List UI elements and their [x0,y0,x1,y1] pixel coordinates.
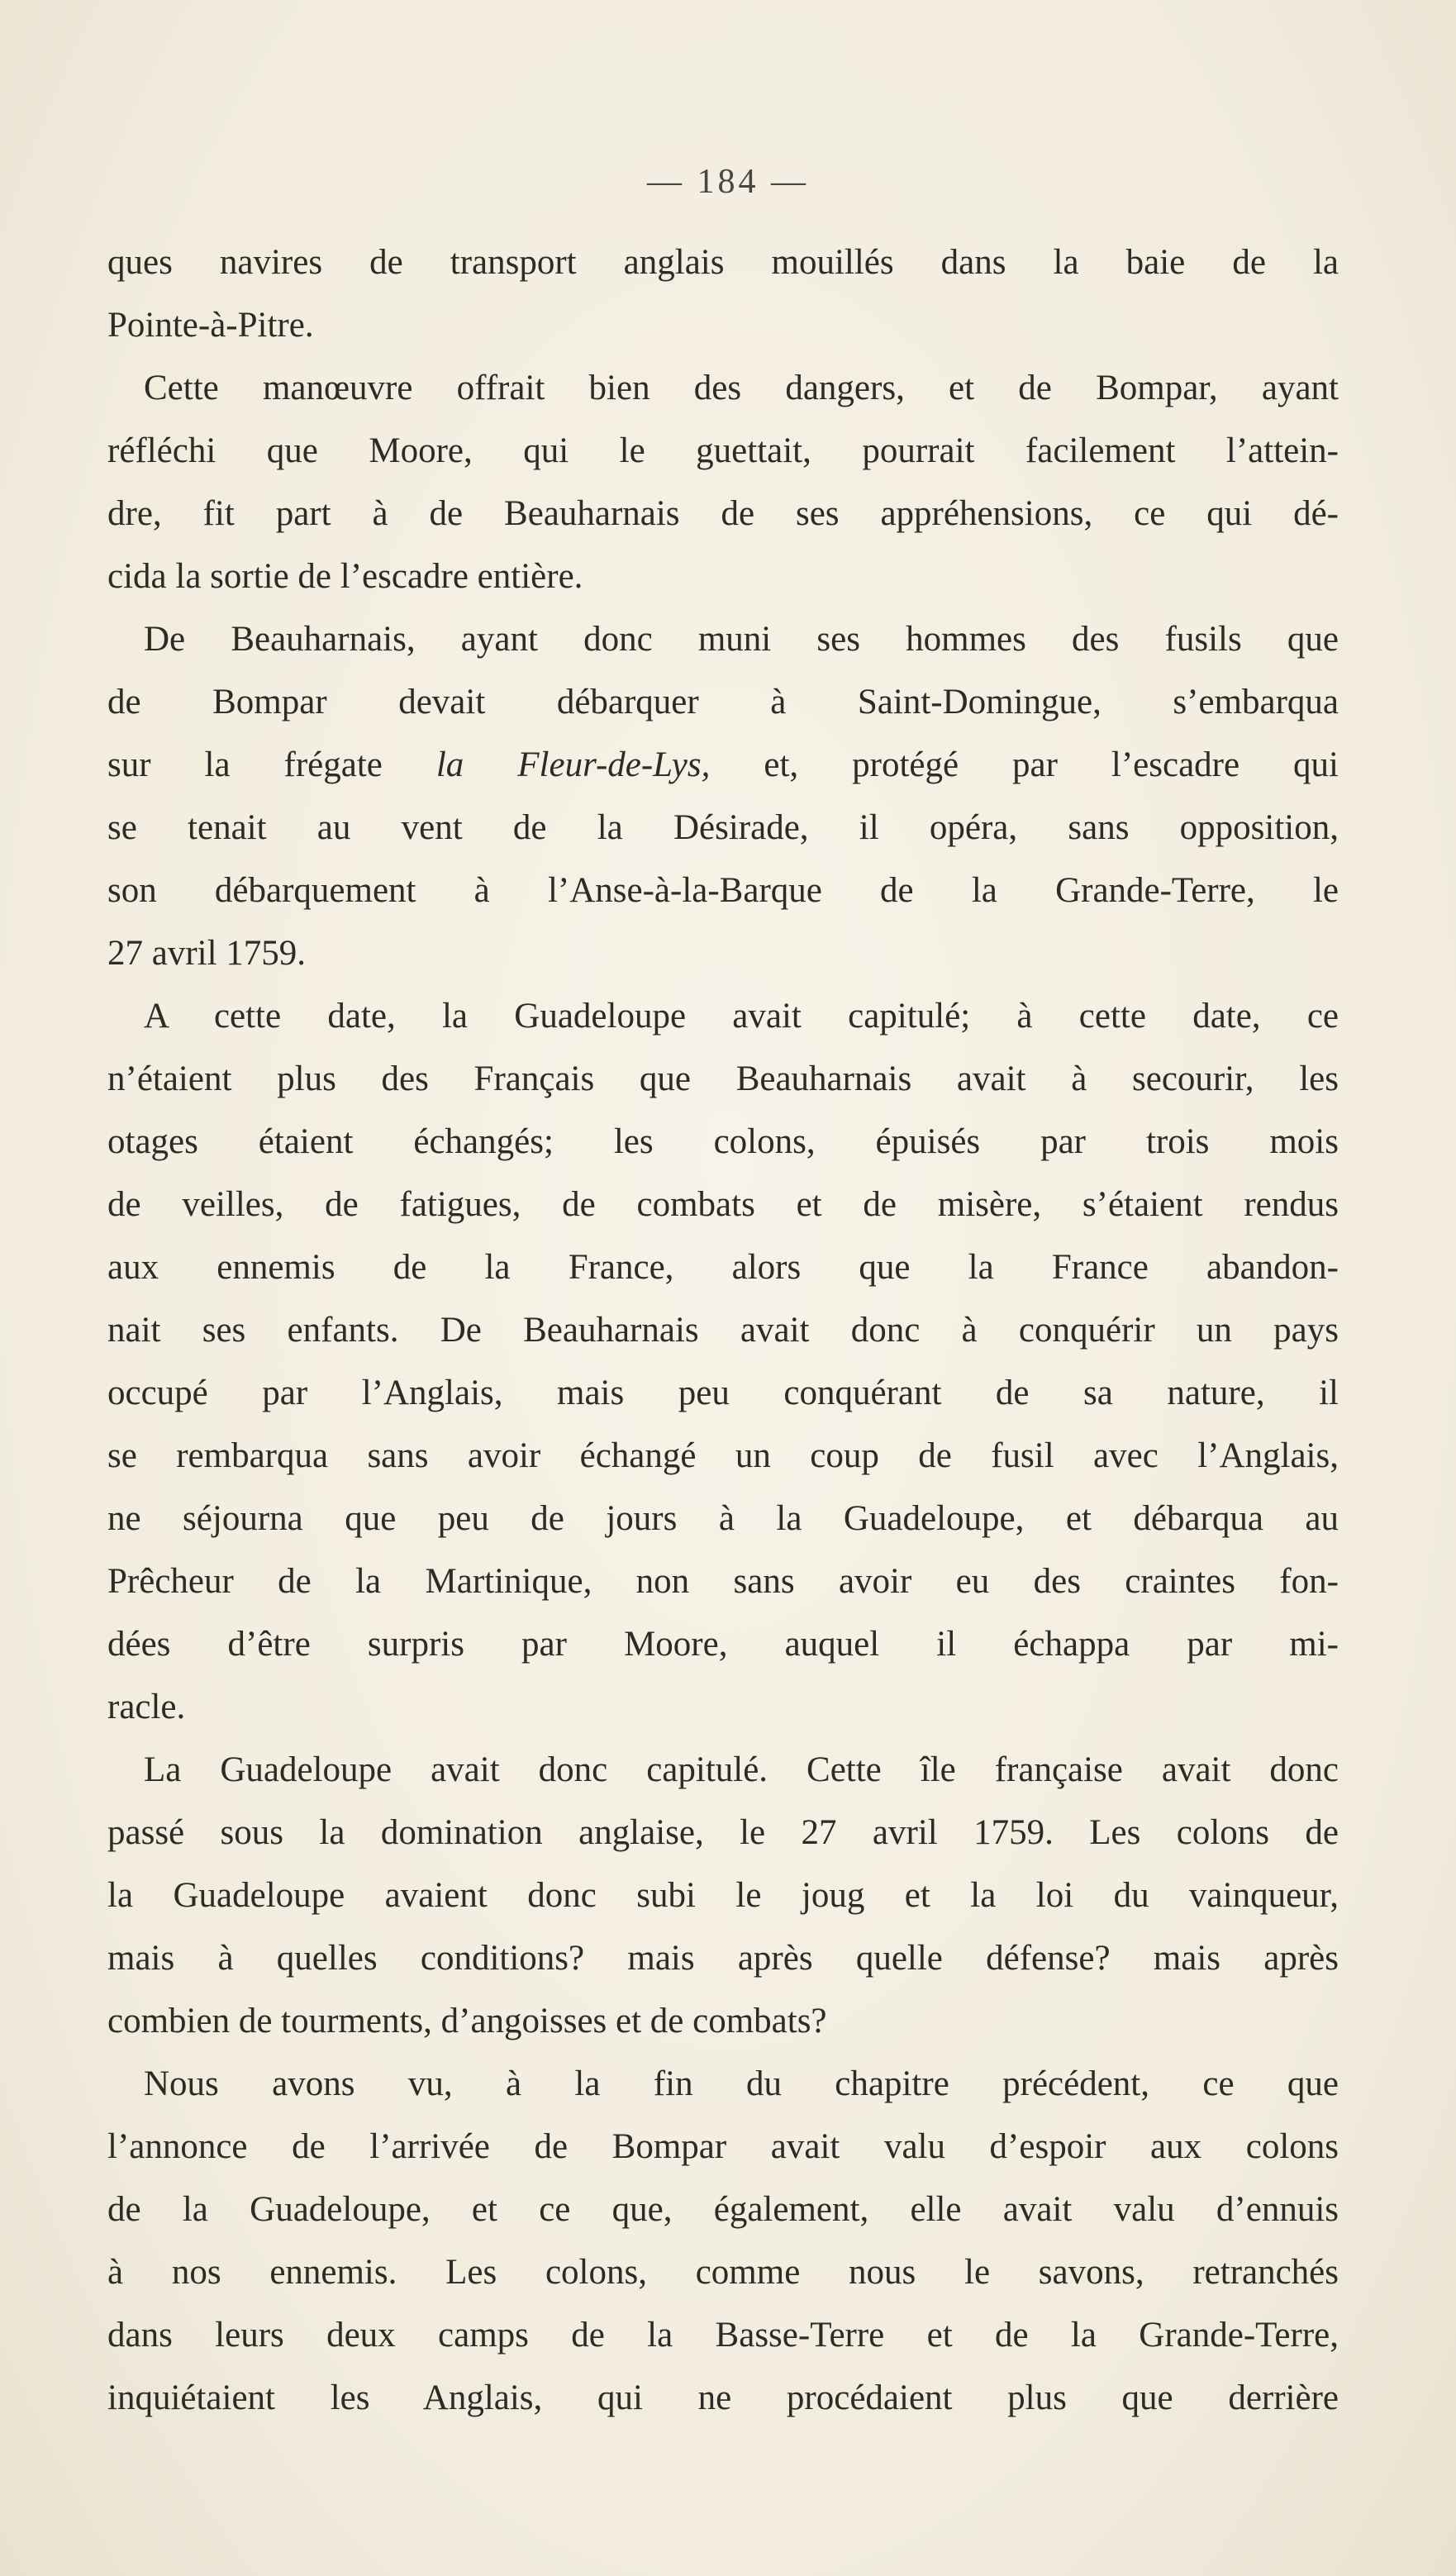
text-line: aux ennemis de la France, alors que la France abandon- [107,1248,1339,1287]
text-line: racle. [107,1688,186,1726]
text-line: à nos ennemis. Les colons, comme nous le savons, retranchés [107,2253,1339,2292]
text-line: de Bompar devait débarquer à Saint-Domingue, s’embarqua [107,683,1339,721]
text-line: la Guadeloupe avaient donc subi le joug et la loi du vainqueur, [107,1876,1339,1915]
text-line: combien de tourments, d’angoisses et de combats? [107,2002,827,2040]
text-segment: et, protégé par l’escadre qui [710,745,1339,784]
italic-text-segment: la Fleur-de-Lys, [435,745,711,784]
text-line: inquiétaient les Anglais, qui ne procédaient plus que derrière [107,2378,1339,2417]
text-line: n’étaient plus des Français que Beauharnais avait à secourir, les [107,1059,1339,1098]
text-line: nait ses enfants. De Beauharnais avait donc à conquérir un pays [107,1311,1339,1350]
text-line: ne séjourna que peu de jours à la Guadeloupe, et débarqua au [107,1499,1339,1538]
body-text [107,231,1339,2430]
text-line: 27 avril 1759. [107,934,307,973]
text-line: son débarquement à l’Anse-à-la-Barque de la Grande-Terre, le [107,871,1339,910]
text-line: ques navires de transport anglais mouillés dans la baie de la [107,243,1339,282]
text-line: occupé par l’Anglais, mais peu conquérant de sa nature, il [107,1374,1339,1412]
text-line: mais à quelles conditions? mais après quelle défense? mais après [107,1939,1339,1978]
text-line: Pointe-à-Pitre. [107,306,314,345]
text-line: dées d’être surpris par Moore, auquel il échappa par mi- [107,1625,1339,1664]
text-line: passé sous la domination anglaise, le 27 avril 1759. Les colons de [107,1813,1339,1852]
text-line: se rembarqua sans avoir échangé un coup de fusil avec l’Anglais, [107,1436,1339,1475]
text-line: de la Guadeloupe, et ce que, également, elle avait valu d’ennuis [107,2190,1339,2229]
text-line: otages étaient échangés; les colons, épuisés par trois mois [107,1122,1339,1161]
text-line [107,734,1339,797]
text-line: de veilles, de fatigues, de combats et de misère, s’étaient rendus [107,1185,1339,1224]
text-line: La Guadeloupe avait donc capitulé. Cette île française avait donc [144,1750,1339,1789]
text-line: se tenait au vent de la Désirade, il opéra, sans opposition, [107,808,1339,847]
text-line: Nous avons vu, à la fin du chapitre précédent, ce que [144,2064,1339,2103]
text-line: réfléchi que Moore, qui le guettait, pourrait facilement l’attein- [107,431,1339,470]
text-line: Cette manœuvre offrait bien des dangers, et de Bompar, ayant [144,369,1339,407]
text-line: Prêcheur de la Martinique, non sans avoir eu des craintes fon- [107,1562,1339,1601]
text-line: dre, fit part à de Beauharnais de ses appréhensions, ce qui dé- [107,494,1339,533]
text-line: cida la sortie de l’escadre entière. [107,557,583,596]
text-segment: sur la frégate [107,745,436,784]
page-number: — 184 — [647,163,809,201]
text-line: dans leurs deux camps de la Basse-Terre et de la Grande-Terre, [107,2316,1339,2355]
text-line: A cette date, la Guadeloupe avait capitulé; à cette date, ce [144,997,1339,1036]
text-line: De Beauharnais, ayant donc muni ses hommes des fusils que [144,620,1339,659]
text-line: l’annonce de l’arrivée de Bompar avait valu d’espoir aux colons [107,2127,1339,2166]
